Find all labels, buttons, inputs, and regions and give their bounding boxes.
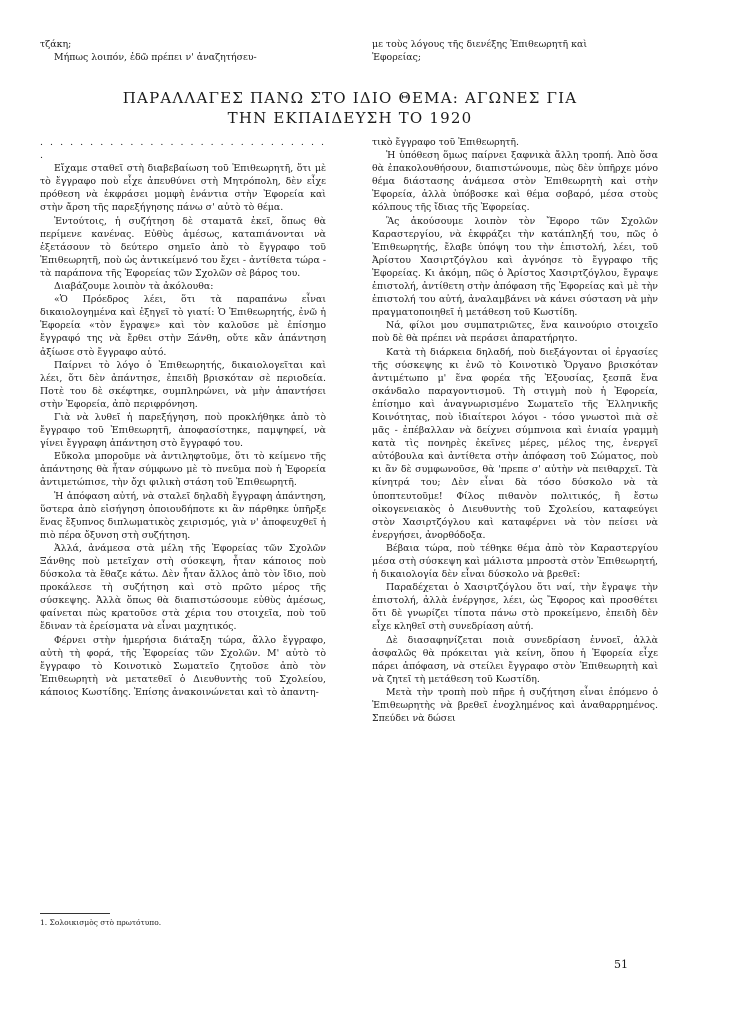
paragraph: Ἡ ἀπόφαση αὐτή, νὰ σταλεῖ δηλαδὴ ἔγγραφη ἀπάντηση, ὕστερα ἀπὸ εἰσήγηση ὁποιουδήποτε κι ἂν πάρθηκε ὑπῆρξε ἕνας ἔξυπνος διπλωματικὸς χειρισμός, γιὰ ν' ἀποφευχθεῖ ἡ πιὸ πέρα ὄξυνση στὴ συζήτηση. [40, 490, 326, 541]
top-left-continuation [40, 38, 326, 64]
paragraph: Ἂς ἀκούσουμε λοιπὸν τὸν Ἔφορο τῶν Σχολῶν Καραστεργίου, νὰ ἐκφράζει τὴν κατάπληξή του, πῶς ὁ Ἐπιθεωρητής, ἔλαβε ὑπόψη του τὴν ἐπιστολή, λέει, τοῦ Ἀρίστου Χασιρτζόγλου καὶ ἀγνόησε τὸ ἔγγραφο τῆς Ἐφορείας. Κι ἀκόμη, πῶς ὁ Ἀρίστος Χασιρτζόγλου, ἔγραψε ἐπιστολή, ἀντίθετη στὴν ἀπόφαση τῆς Ἐφορείας καὶ μὲ τὴν ἐπιστολή του αὐτή, ἀναλαμβάνει νὰ κάνει σύσταση νὰ μὴν πραγματοποιηθεῖ ἡ μετάθεση τοῦ Κωστίδη. [372, 215, 658, 319]
right-column [372, 136, 658, 725]
title-line-1: ΠΑΡΑΛΛΑΓΕΣ ΠΑΝΩ ΣΤΟ ΙΔΙΟ ΘΕΜΑ: ΑΓΩΝΕΣ ΓΙΑ [122, 89, 578, 107]
paragraph: Ἡ ὑπόθεση ὅμως παίρνει ξαφνικὰ ἄλλη τροπή. Ἀπὸ ὅσα θὰ ἐπακολουθήσουν, διαπιστώνουμε, πὼς δὲν ὑπῆρχε μόνο θέμα διάστασης ἀνάμεσα στὸν Ἐπιθεωρητὴ καὶ στὴν Ἐφορεία, ἀλλὰ ὑπόβοσκε καὶ θέμα σοβαρό, μέσα στοὺς κόλπους τῆς ἴδιας τῆς Ἐφορείας. [372, 150, 658, 214]
paragraph: Ἐντούτοις, ἡ συζήτηση δὲ σταματᾶ ἐκεῖ, ὅπως θὰ περίμενε κανένας. Εὐθὺς ἀμέσως, καταπιάνονται νὰ ἐξετάσουν τὸ δεύτερο σημεῖο ἀπὸ τὸ ἔγγραφο τοῦ Ἐπιθεωρητῆ, ποὺ ὡς ἀντικείμενό του ἔχει - ἀντίθετα τώρα - τὰ παράπονα τῆς Ἐφορείας τῶν Σχολῶν σὲ βάρος του. [40, 215, 326, 279]
paragraph: «Ὁ Πρόεδρος λέει, ὅτι τὰ παραπάνω εἶναι δικαιολογημένα καὶ ἐξηγεῖ τὸ γιατί: Ὁ Ἐπιθεωρητής, ἐνῶ ἡ Ἐφορεία «τὸν ἔγραψε» καὶ τὸν καλοῦσε μὲ ἐπίσημο ἔγγραφό της νὰ ἔρθει στὴν Ξάνθη, οὔτε κἂν ἀπάντηση ἀξίωσε στὸ ἔγγραφο αὐτό. [40, 294, 326, 358]
top-right-line: με τοὺς λόγους τῆς διενέξης Ἐπιθεωρητῆ καὶ [372, 39, 587, 50]
paragraph: Παραδέχεται ὁ Χασιρτζόγλου ὅτι ναί, τὴν ἔγραψε τὴν ἐπιστολή, ἀλλὰ ἐνέργησε, λέει, ὡς Ἔφορος καὶ προσθέτει ὅτι δὲ γνωρίζει τίποτα πάνω στὸ προκείμενο, ἐπειδὴ δὲν εἶχε κληθεῖ στὴ συνεδρίαση αὐτή. [372, 582, 658, 633]
top-left-line: τζάκη; [40, 39, 72, 50]
paragraph: Εὔκολα μποροῦμε νὰ ἀντιληφτοῦμε, ὅτι τὸ κείμενο τῆς ἀπάντησης θὰ ἦταν σύμφωνο μὲ τὸ πνεῦμα ποὺ ἡ Ἐφορεία ἀντιμετώπισε, τὴν ὄχι φιλικὴ στάση τοῦ Ἐπιθεωρητῆ. [40, 451, 326, 489]
paragraph: Δὲ διασαφηνίζεται ποιὰ συνεδρίαση ἐννοεῖ, ἀλλὰ ἀσφαλῶς θὰ πρόκειται γιὰ κείνη, ὅπου ἡ Ἐφορεία εἶχε πάρει ἀπόφαση, νὰ στείλει ἔγγραφο στὸν Ἐπιθεωρητὴ καὶ νὰ ζητεῖ τὴ μετάθεση τοῦ Κωστίδη. [372, 634, 658, 685]
title-line-2: ΤΗΝ ΕΚΠΑΙΔΕΥΣΗ ΤΟ 1920 [227, 109, 473, 127]
paragraph: Νά, φίλοι μου συμπατριῶτες, ἕνα καινούριο στοιχεῖο ποὺ δὲ θὰ πρέπει νὰ περάσει ἀπαρατήρητο. [372, 320, 658, 345]
paragraph: τικὸ ἔγγραφο τοῦ Ἐπιθεωρητῆ. [372, 137, 520, 148]
paragraph: Κατὰ τὴ διάρκεια δηλαδή, ποὺ διεξάγονται οἱ ἐργασίες τῆς σύσκεψης κι ἐνῶ τὸ Κοινοτικὸ Ὄργανο βρισκόταν ἀντιμέτωπο μ' ἕνα φορέα τῆς Ἐξουσίας, ξεσπᾶ ἕνα σκάνδαλο παραγοντισμοῦ. Τὴ στιγμὴ ποὺ ἡ Ἐφορεία, ἐπίσημο καὶ ἀναγνωρισμένο Σωματεῖο τῆς Ἑλληνικῆς Κοινότητας, ποὺ ἰδιαίτεροι λόγοι - τόσο γνωστοὶ πιὰ σὲ μᾶς - ἐπέβαλλαν νὰ δείχνει σύμπνοια καὶ ἐνιαία γραμμὴ κατὰ τὶς πονηρὲς ἐκεῖνες μέρες, μέλος της, ἐνεργεῖ αὐτόβουλα καὶ ἀντίθετα στὴν ἀπόφαση τοῦ Σώματος, ποὺ κι ἂν δὲ συμφωνοῦσε, θὰ 'πρεπε σ' αὐτὴν νὰ πειθαρχεῖ. Τὰ κίνητρά του; Δὲν εἶναι δὰ τόσο δύσκολο νὰ τὰ ὑποπτευτοῦμε! Φίλος πιθανὸν πολιτικός, ἢ ἔστω οἰκογενειακὸς ὁ Διευθυντὴς τοῦ Σχολείου, καταφεύγει στὸν Χασιρτζόγλου καὶ καταφέρνει νὰ τὸν πείσει νὰ ἐνεργήσει, ἀνορθόδοξα. [372, 346, 658, 541]
paragraph: Ἀλλά, ἀνάμεσα στὰ μέλη τῆς Ἐφορείας τῶν Σχολῶν Ξάνθης ποὺ μετεῖχαν στὴ σύσκεψη, ἦταν κάποιος ποὺ δύσκολα τὰ ἔθαζε κάτω. Δὲν ἦταν ἄλλος ἀπὸ τὸν ἴδιο, ποὺ προκάλεσε τὴ συζήτηση καὶ στὸ πρῶτο μέρος τῆς σύσκεψης. Ἀλλὰ ὅπως θὰ διαπιστώσουμε εὐθὺς ἀμέσως, φαίνεται πὼς κρατοῦσε στὰ χέρια του στοιχεῖα, ποὺ τοῦ ἔδιναν τὰ ἐρείσματα νὰ εἶναι μαχητικός. [40, 542, 326, 633]
top-left-line: Μήπως λοιπόν, ἐδῶ πρέπει ν' ἀναζητήσευ- [54, 52, 257, 64]
paragraph: Φέρνει στὴν ἡμερήσια διάταξη τώρα, ἄλλο ἔγγραφο, αὐτὴ τὴ φορά, τῆς Ἐφορείας τῶν Σχολῶν. Μ' αὐτὸ τὸ ἔγγραφο τὸ Κοινοτικὸ Σωματεῖο ζητοῦσε ἀπὸ τὸν Ἐπιθεωρητὴ νὰ μετατεθεῖ ὁ Διευθυντὴς τοῦ Σχολείου, κάποιος Κωστίδης. Ἐπίσης ἀνακοινώνεται καὶ τὸ ἀπαντη- [40, 634, 326, 698]
left-column [40, 136, 326, 699]
paragraph: Διαβάζουμε λοιπὸν τὰ ἀκόλουθα: [54, 281, 214, 293]
footnote-rule [40, 913, 110, 914]
paragraph: Μετὰ τὴν τροπὴ ποὺ πῆρε ἡ συζήτηση εἶναι ἑπόμενο ὁ Ἐπιθεωρητὴς νὰ βρεθεῖ ἐνοχλημένος καὶ ἀναθαρρημένος. Σπεύδει νὰ δώσει [372, 686, 658, 725]
top-right-continuation [372, 38, 658, 64]
paragraph: Βέβαια τώρα, ποὺ τέθηκε θέμα ἀπὸ τὸν Καραστεργίου μέσα στὴ σύσκεψη καὶ μάλιστα μπροστὰ στὸν Ἐπιθεωρητή, ἡ δικαιολογία δὲν εἶναι δύσκολο νὰ βρεθεῖ: [372, 542, 658, 581]
footnote: 1. Σολοικισμὸς στὸ πρωτότυπο. [40, 918, 162, 927]
paragraph: Γιὰ νὰ λυθεῖ ἡ παρεξήγηση, ποὺ προκλήθηκε ἀπὸ τὸ ἔγγραφο τοῦ Ἐπιθεωρητῆ, ἀποφασίστηκε, παμψηφεί, νὰ γίνει ἔγγραφη ἀπάντηση στὸ ἔγγραφό του. [40, 411, 326, 450]
top-right-line: Ἐφορείας; [372, 52, 421, 64]
article-title [40, 88, 660, 128]
paragraph: Εἴχαμε σταθεῖ στὴ διαβεβαίωση τοῦ Ἐπιθεωρητῆ, ὅτι μὲ τὸ ἔγγραφο ποὺ εἶχε ἀπευθύνει στὴ Μητρόπολη, δὲν εἶχε πρόθεση νὰ ἐκφράσει μομφὴ ἐνάντια στὴν Ἐφορεία καὶ στὴν ἄρση τῆς παρεξήγησης πάνω σ' αὐτὸ τὸ θέμα. [40, 163, 326, 214]
page-number: 51 [614, 958, 628, 971]
paragraph: Παίρνει τὸ λόγο ὁ Ἐπιθεωρητής, δικαιολογεῖται καὶ λέει, ὅτι δὲν ἀπάντησε, ἐπειδὴ βρισκόταν σὲ περιοδεία. Ποτὲ του δὲ σκέφτηκε, συμπληρώνει, νὰ μὴν ἀπαντήσει στὴν Ἐφορεία, ἀπὸ περιφρόνηση. [40, 359, 326, 410]
ellipsis-line: . . . . . . . . . . . . . . . . . . . . . . . . . . . . . . [40, 137, 326, 162]
